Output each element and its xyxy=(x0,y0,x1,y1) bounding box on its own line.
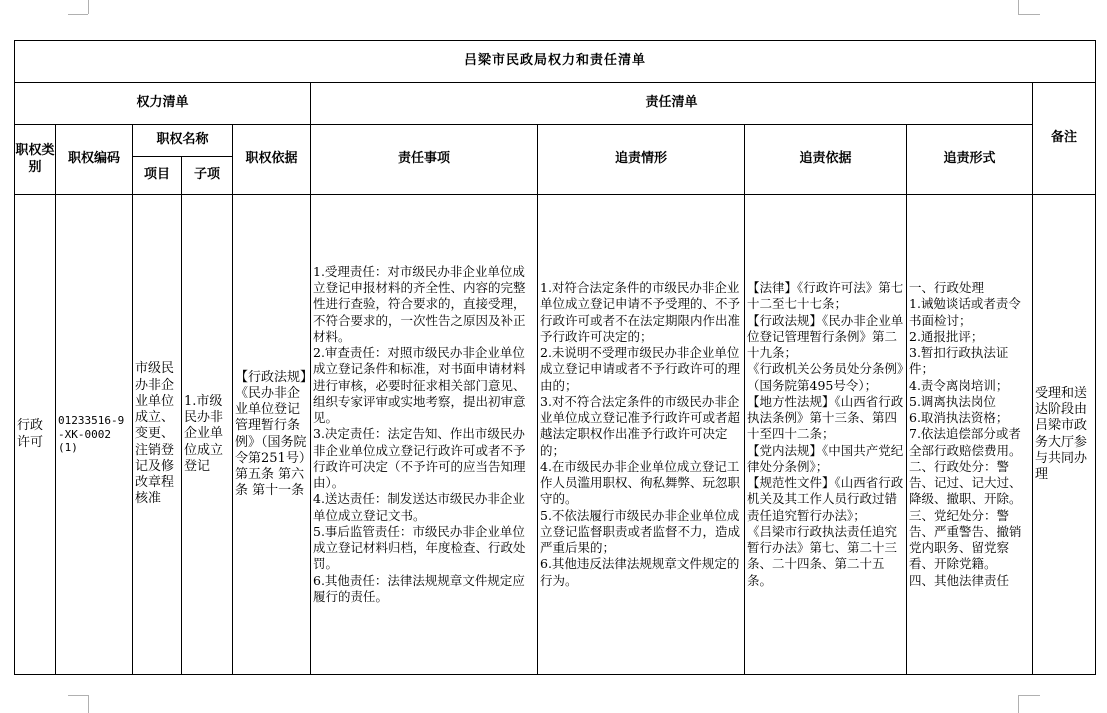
accountability-basis-cell: 【法律】《行政许可法》第七十二至七十七条； 【行政法规】《民办非企业单位登记管理暂行条例》第二十九条； 《行政机关公务员处分条例》（国务院第495号令）； 【地方性法规】《山西省行政执法条例》第十三条、第四十至四十二条； 【党内法规】《中国共产党纪律处分条例》； 【规范性文件】《山西省行政机关及其工作人员行政过错责任追究暂行办法》； 《吕梁市行政执法责任追究暂行办法》第七、第二十三条、二十四条、第二十五条。 xyxy=(745,195,907,675)
subitem-cell: 1.市级民办非企业单位成立登记 xyxy=(182,195,233,675)
item-header: 项目 xyxy=(133,157,182,195)
item-cell: 市级民办非企业单位成立、变更、注销登记及修改章程核准 xyxy=(133,195,182,675)
code-cell: 01233516-9-XK-0002(1) xyxy=(56,195,133,675)
crop-mark xyxy=(1018,14,1040,15)
remarks-header: 备注 xyxy=(1033,83,1096,195)
crop-mark xyxy=(88,0,89,14)
code-header: 职权编码 xyxy=(56,125,133,195)
crop-mark xyxy=(1018,695,1019,713)
power-list-header: 权力清单 xyxy=(15,83,311,125)
crop-mark xyxy=(88,695,89,713)
crop-mark xyxy=(68,14,88,15)
basis-cell: 【行政法规】《民办非企业单位登记管理暂行条例》（国务院令第251号）第五条 第六条 第十一条 xyxy=(233,195,311,675)
accountability-cases-cell: 1.对符合法定条件的市级民办非企业单位成立登记申请不予受理的、不予行政许可或者不在法定期限内作出准予行政许可决定的； 2.未说明不受理市级民办非企业单位成立登记申请或者不予行政许可的理由的； 3.对不符合法定条件的市级民办非企业单位成立登记准予行政许可或者超越法定职权作出准予行政许可决定的； 4.在市级民办非企业单位成立登记工作人员滥用职权、徇私舞弊、玩忽职守的。 5.不依法履行市级民办非企业单位成立登记监督职责或者监督不力，造成严重后果的； 6.其他违反法律法规规章文件规定的行为。 xyxy=(538,195,745,675)
duty-cell: 1.受理责任：对市级民办非企业单位成立登记申报材料的齐全性、内容的完整性进行查验，符合要求的，直接受理，不符合要求的，一次性告之原因及补正材料。 2.审查责任：对照市级民办非企业单位成立登记条件和标准，对书面申请材料进行审核，必要时征求相关部门意见、组织专家评审或实地考察，提出初审意见。 3.决定责任：法定告知、作出市级民办非企业单位成立登记行政许可或者不予行政许可决定（不予许可的应当告知理由）。 4.送达责任：制发送达市级民办非企业单位成立登记文书。 5.事后监管责任：市级民办非企业单位成立登记材料归档，年度检查、行政处罚。 6.其他责任：法律法规规章文件规定应履行的责任。 xyxy=(311,195,538,675)
responsibility-list-header: 责任清单 xyxy=(311,83,1033,125)
category-cell: 行政许可 xyxy=(15,195,56,675)
crop-mark xyxy=(1018,0,1019,14)
category-header: 职权类别 xyxy=(15,125,56,195)
duty-header: 责任事项 xyxy=(311,125,538,195)
subitem-header: 子项 xyxy=(182,157,233,195)
name-header: 职权名称 xyxy=(133,125,233,157)
page-title: 吕梁市民政局权力和责任清单 xyxy=(15,41,1096,83)
basis-header: 职权依据 xyxy=(233,125,311,195)
power-responsibility-table xyxy=(14,40,1096,675)
crop-mark xyxy=(1018,695,1040,696)
table-row xyxy=(15,195,1096,675)
accountability-form-cell: 一、行政处理 1.诫勉谈话或者责令书面检讨； 2.通报批评； 3.暂扣行政执法证件； 4.责令离岗培训； 5.调离执法岗位 6.取消执法资格； 7.依法追偿部分或者全部行政赔偿费用。 二、行政处分：警告、记过、记大过、降级、撤职、开除。 三、党纪处分：警告、严重警告、撤销党内职务、留党察看、开除党籍。 四、其他法律责任 xyxy=(907,195,1033,675)
accountability-cases-header: 追责情形 xyxy=(538,125,745,195)
crop-mark xyxy=(68,695,88,696)
remarks-cell: 受理和送达阶段由吕梁市政务大厅参与共同办理 xyxy=(1033,195,1096,675)
accountability-basis-header: 追责依据 xyxy=(745,125,907,195)
accountability-form-header: 追责形式 xyxy=(907,125,1033,195)
